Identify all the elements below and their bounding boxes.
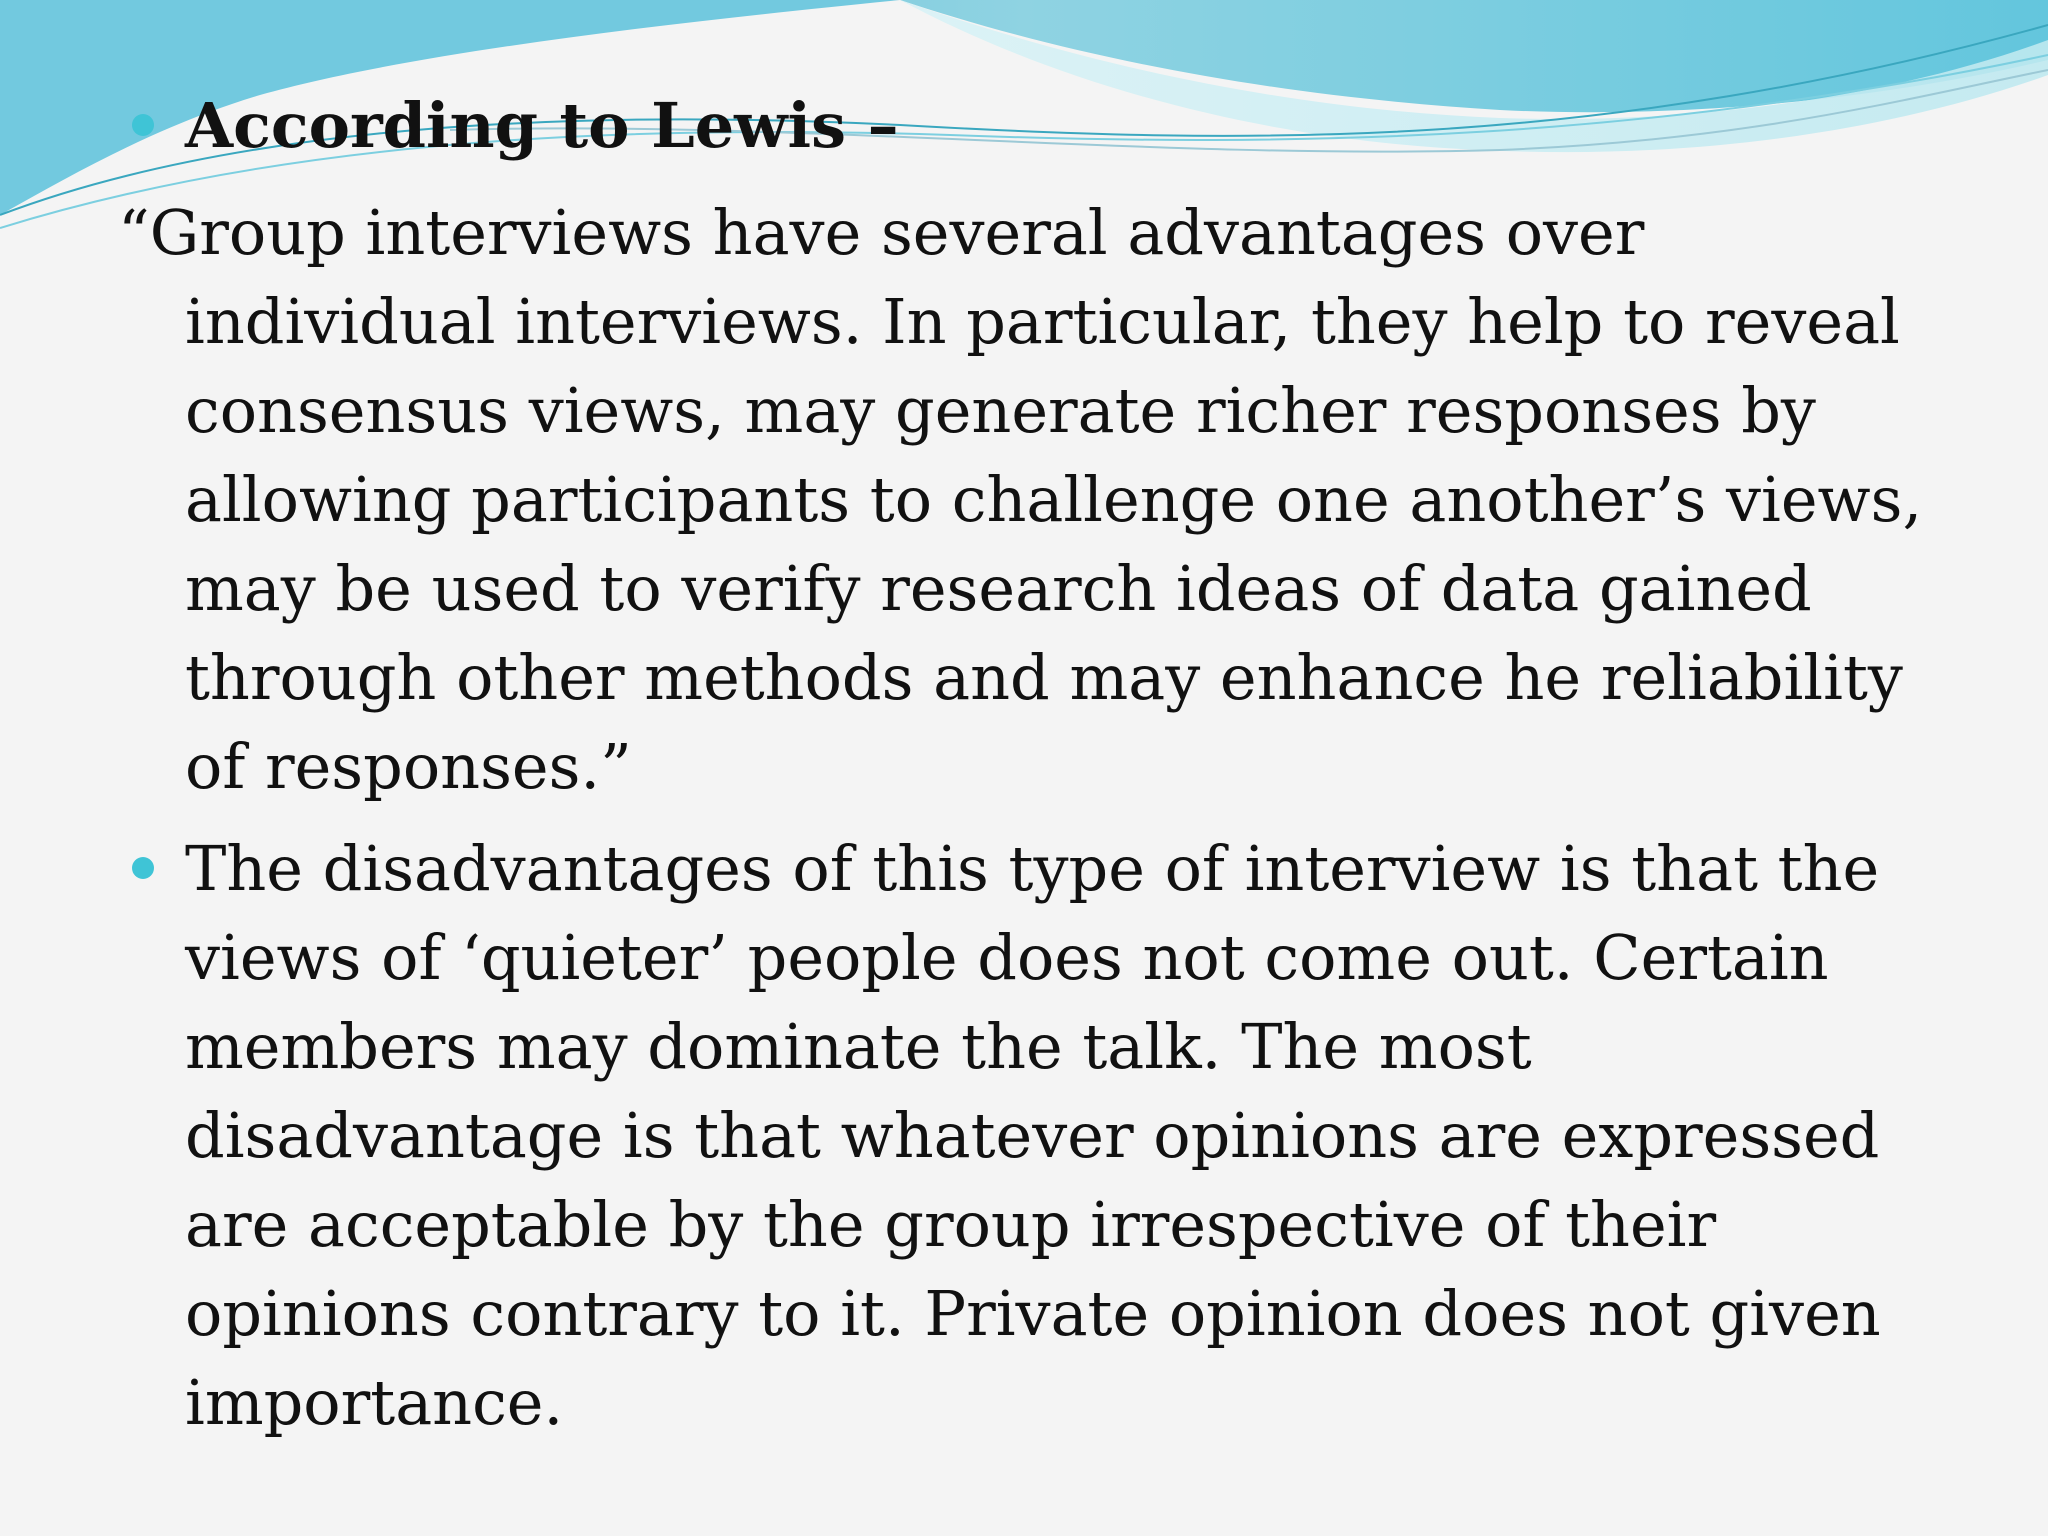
disadvantage-line-5: are acceptable by the group irrespective of their [185,1188,1717,1261]
disadvantage-line-6: opinions contrary to it. Private opinion does not given [185,1277,1881,1350]
disadvantage-line-4: disadvantage is that whatever opinions are expressed [185,1099,1880,1172]
quote-line-2: individual interviews. In particular, they help to reveal [185,285,1900,358]
bullet-icon [132,114,154,136]
quote-line-4: allowing participants to challenge one another’s views, [185,463,1923,536]
disadvantage-line-1: The disadvantages of this type of interview is that the [185,832,1880,905]
disadvantage-line-7: importance. [185,1366,564,1439]
disadvantage-line-3: members may dominate the talk. The most [185,1010,1532,1083]
quote-line-5: may be used to verify research ideas of data gained [185,552,1812,625]
quote-line-6: through other methods and may enhance he reliability [185,641,1903,714]
quote-line-1: “Group interviews have several advantages over [118,196,1645,269]
heading-bullet: According to Lewis – [185,89,899,162]
disadvantage-line-2: views of ‘quieter’ people does not come out. Certain [185,921,1829,994]
bullet-icon [132,857,154,879]
quote-line-3: consensus views, may generate richer responses by [185,374,1816,447]
quote-line-7: of responses.” [185,730,632,803]
